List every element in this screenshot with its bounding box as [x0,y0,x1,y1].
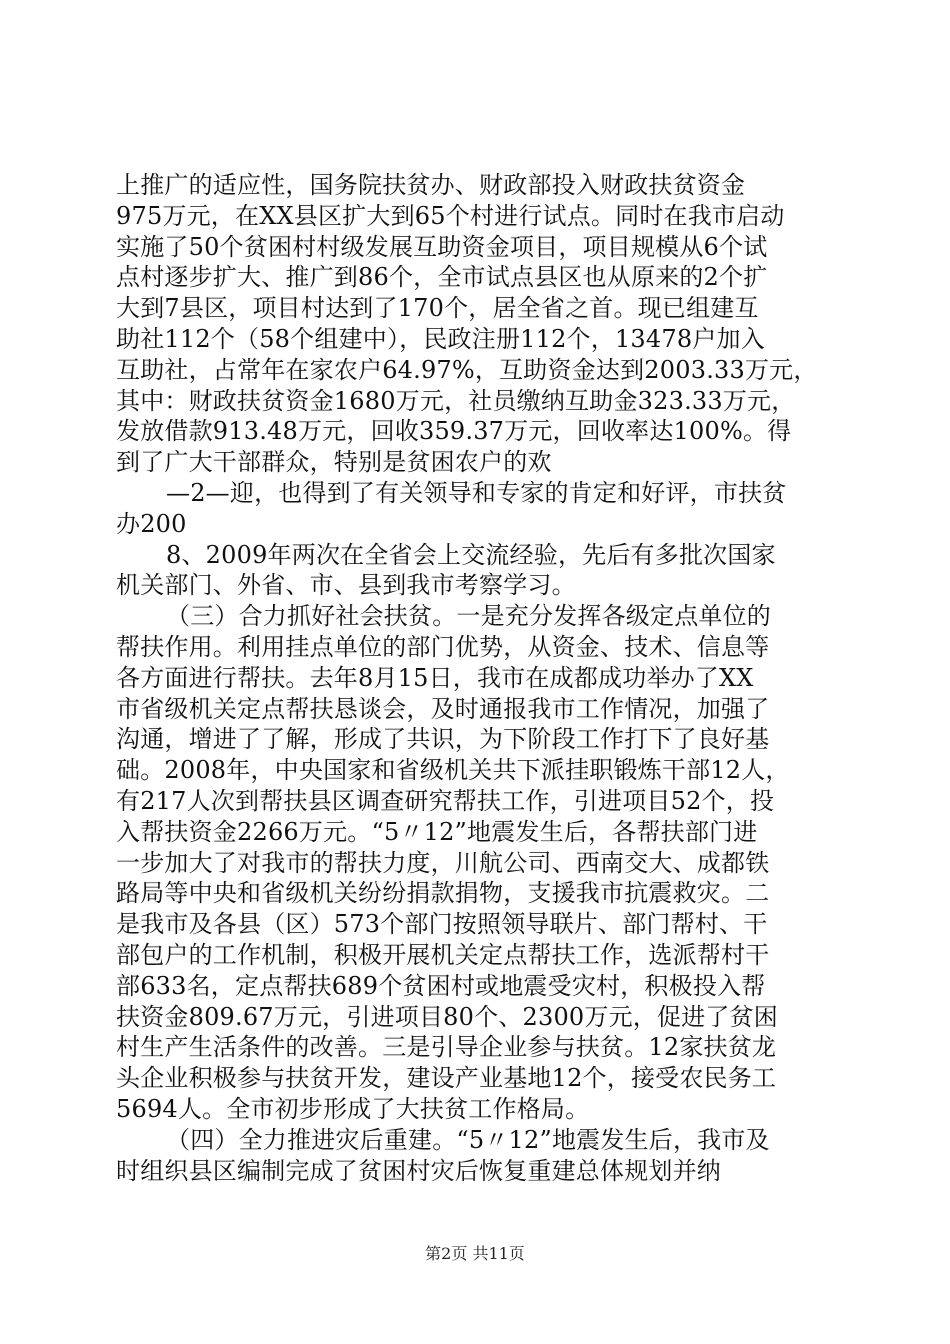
text-line: 有217人次到帮扶县区调查研究帮扶工作，引进项目52个，投 [116,786,775,815]
text-line: 点村逐步扩大、推广到86个，全市试点县区也从原来的2个扩 [116,263,768,292]
text-line: 机关部门、外省、市、县到我市考察学习。 [116,571,576,600]
text-line: 5694人。全市初步形成了大扶贫工作格局。 [116,1094,590,1123]
text-line: 部633名，定点帮扶689个贫困村或地震受灾村，积极投入帮 [116,971,766,1000]
text-line: 部包户的工作机制，积极开展机关定点帮扶工作，选派帮村干 [116,940,770,969]
page-footer: 第2页 共11页 [425,1244,525,1263]
text-line: 沟通，增进了了解，形成了共识，为下阶段工作打下了良好基 [116,725,770,754]
text-line: 助社112个（58个组建中），民政注册112个，13478户加入 [116,324,765,353]
text-line: 8、2009年两次在全省会上交流经验，先后有多批次国家 [166,540,776,569]
text-line: 实施了50个贫困村村级发展互助资金项目，项目规模从6个试 [116,232,768,261]
text-line: （三）合力抓好社会扶贫。一是充分发挥各级定点单位的 [166,602,771,631]
text-line: 办200 [116,509,187,538]
text-line: 其中：财政扶贫资金1680万元，社员缴纳互助金323.33万元， [116,386,796,415]
text-line: （四）全力推进灾后重建。“5〃12”地震发生后，我市及 [166,1125,770,1154]
text-line: 路局等中央和省级机关纷纷捐款捐物，支援我市抗震救灾。二 [116,879,770,908]
text-line: 础。2008年，中央国家和省级机关共下派挂职锻炼干部12人， [116,756,790,785]
text-line: 扶资金809.67万元，引进项目80个、2300万元，促进了贫困 [116,1002,778,1031]
text-line: 上推广的适应性，国务院扶贫办、财政部投入财政扶贫资金 [116,171,746,199]
text-line: 975万元，在XX县区扩大到65个村进行试点。同时在我市启动 [116,201,785,230]
text-line: 一步加大了对我市的帮扶力度，川航公司、西南交大、成都铁 [116,848,770,877]
text-line: 帮扶作用。利用挂点单位的部门优势，从资金、技术、信息等 [116,632,770,661]
text-line: 时组织县区编制完成了贫困村灾后恢复重建总体规划并纳 [116,1156,721,1185]
text-line: 发放借款913.48万元，回收359.37万元，回收率达100%。得 [116,417,792,446]
text-line: —2—迎，也得到了有关领导和专家的肯定和好评，市扶贫 [166,478,787,507]
text-line: 互助社，占常年在家农户64.97%，互助资金达到2003.33万元， [116,355,818,384]
text-line: 市省级机关定点帮扶恳谈会，及时通报我市工作情况，加强了 [116,694,770,723]
text-line: 各方面进行帮扶。去年8月15日，我市在成都成功举办了XX [116,663,754,692]
text-line: 大到7县区，项目村达到了170个，居全省之首。现已组建互 [116,294,759,323]
text-line: 头企业积极参与扶贫开发，建设产业基地12个，接受农民务工 [116,1064,777,1093]
text-line: 入帮扶资金2266万元。“5〃12”地震发生后，各帮扶部门进 [116,817,758,846]
text-line: 是我市及各县（区）573个部门按照领导联片、部门帮村、干 [116,910,768,939]
text-line: 村生产生活条件的改善。三是引导企业参与扶贫。12家扶贫龙 [116,1033,777,1062]
text-line: 到了广大干部群众，特别是贫困农户的欢 [116,448,552,477]
document-body [116,170,846,1186]
